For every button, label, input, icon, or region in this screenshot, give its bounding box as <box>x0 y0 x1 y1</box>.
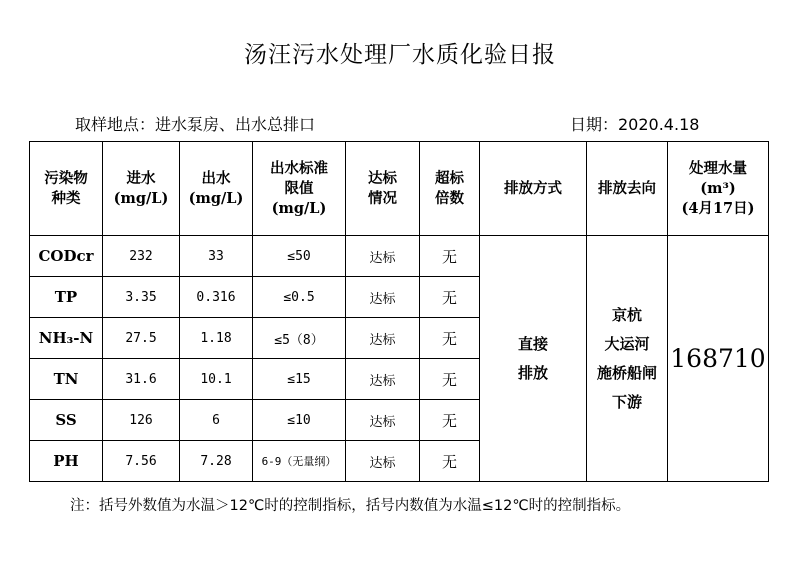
table-row <box>30 236 769 277</box>
table-header-row <box>30 142 769 236</box>
compliance-status: 达标 <box>346 441 420 482</box>
water-quality-table <box>29 141 769 482</box>
report-date: 日期：2020.4.18 <box>570 115 700 134</box>
exceed-value: 无 <box>420 318 480 359</box>
influent-value: 232 <box>103 236 180 277</box>
header-discharge-destination: 排放去向 <box>587 142 668 236</box>
sampling-location: 取样地点：进水泵房、出水总排口 <box>75 115 316 134</box>
limit-value: ≤10 <box>253 400 346 441</box>
exceed-value: 无 <box>420 400 480 441</box>
influent-value: 126 <box>103 400 180 441</box>
header-exceed: 超标 倍数 <box>420 142 480 236</box>
limit-value: ≤50 <box>253 236 346 277</box>
pollutant-name: TP <box>30 277 103 318</box>
footnote: 注：括号外数值为水温＞12℃时的控制指标，括号内数值为水温≤12℃时的控制指标。 <box>70 498 631 514</box>
header-limit: 出水标准 限值 (mg/L) <box>253 142 346 236</box>
compliance-status: 达标 <box>346 318 420 359</box>
effluent-value: 7.28 <box>180 441 253 482</box>
header-effluent: 出水 (mg/L) <box>180 142 253 236</box>
treated-volume: 168710 <box>668 236 769 482</box>
exceed-value: 无 <box>420 277 480 318</box>
discharge-destination-cell: 京杭 大运河 施桥船闸 下游 <box>587 236 668 482</box>
influent-value: 3.35 <box>103 277 180 318</box>
pollutant-name: CODcr <box>30 236 103 277</box>
header-volume: 处理水量 (m³) (4月17日) <box>668 142 769 236</box>
limit-value: ≤5（8） <box>253 318 346 359</box>
exceed-value: 无 <box>420 441 480 482</box>
limit-value: ≤0.5 <box>253 277 346 318</box>
influent-value: 27.5 <box>103 318 180 359</box>
influent-value: 7.56 <box>103 441 180 482</box>
compliance-status: 达标 <box>346 236 420 277</box>
report-title: 汤汪污水处理厂水质化验日报 <box>244 42 556 68</box>
header-pollutant: 污染物 种类 <box>30 142 103 236</box>
pollutant-name: NH₃-N <box>30 318 103 359</box>
exceed-value: 无 <box>420 236 480 277</box>
effluent-value: 10.1 <box>180 359 253 400</box>
limit-value: ≤15 <box>253 359 346 400</box>
pollutant-name: SS <box>30 400 103 441</box>
discharge-method-cell: 直接 排放 <box>480 236 587 482</box>
effluent-value: 0.316 <box>180 277 253 318</box>
effluent-value: 1.18 <box>180 318 253 359</box>
compliance-status: 达标 <box>346 359 420 400</box>
compliance-status: 达标 <box>346 400 420 441</box>
header-influent: 进水 (mg/L) <box>103 142 180 236</box>
limit-value: 6-9（无量纲） <box>253 441 346 482</box>
header-compliance: 达标 情况 <box>346 142 420 236</box>
compliance-status: 达标 <box>346 277 420 318</box>
pollutant-name: TN <box>30 359 103 400</box>
effluent-value: 6 <box>180 400 253 441</box>
exceed-value: 无 <box>420 359 480 400</box>
pollutant-name: PH <box>30 441 103 482</box>
header-discharge-method: 排放方式 <box>480 142 587 236</box>
influent-value: 31.6 <box>103 359 180 400</box>
effluent-value: 33 <box>180 236 253 277</box>
